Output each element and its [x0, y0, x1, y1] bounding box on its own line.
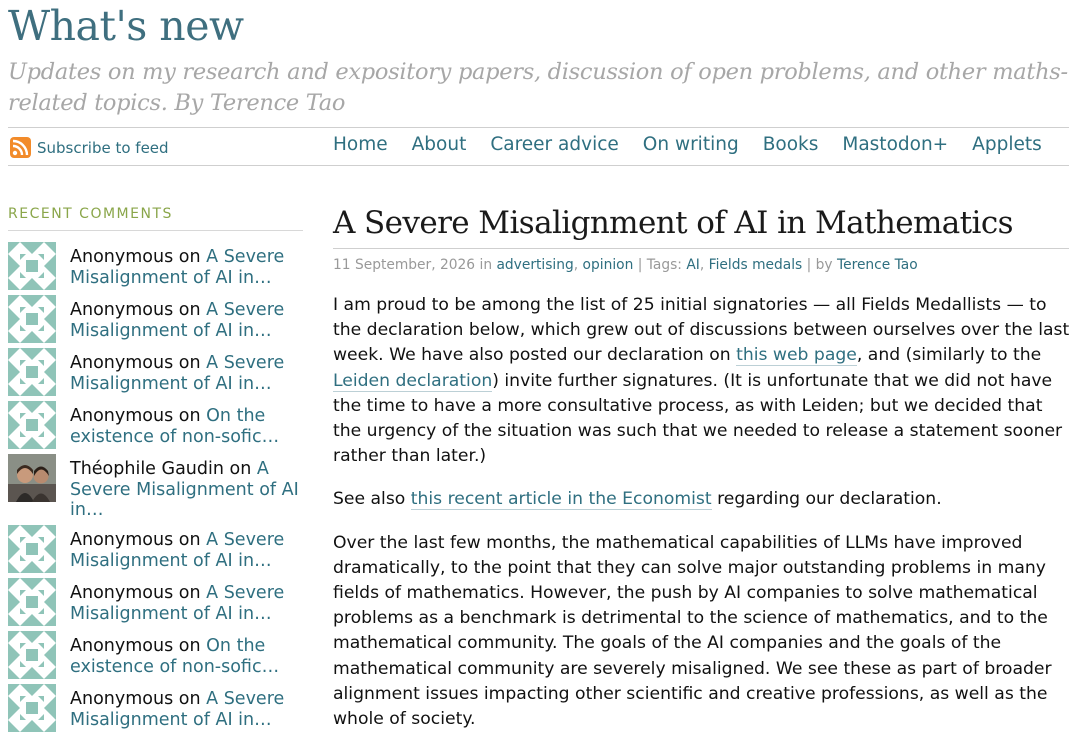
paragraph-text: regarding our declaration. — [711, 489, 942, 510]
comment-post-link[interactable]: A Severe Misalignment of AI in… — [70, 459, 299, 520]
comment-post-link[interactable]: A Severe Misalignment of AI in… — [70, 583, 285, 624]
identicon-avatar[interactable] — [8, 631, 56, 679]
comment-author[interactable]: Anonymous — [70, 406, 174, 426]
comment-item — [8, 401, 308, 454]
author-link[interactable]: Terence Tao — [837, 257, 918, 273]
comment-post-link[interactable]: A Severe Misalignment of AI in… — [70, 353, 285, 394]
nav-home[interactable]: Home — [333, 134, 388, 155]
comment-on-label: on — [178, 583, 201, 603]
nav-about[interactable]: About — [411, 134, 467, 155]
comment-post-link[interactable]: A Severe Misalignment of AI in… — [70, 530, 285, 571]
comment-author[interactable]: Anonymous — [70, 583, 174, 603]
comment-author[interactable]: Anonymous — [70, 353, 174, 373]
paragraph: Over the last few months, the mathematical capabilities of LLMs have improved dramatically, to the point that they can solve major outstanding problems in many fields of mathematics. However, the push by AI companies to solve mathematical problems as a benchmark is detrimental to the science of mathematics, and to the mathematical community. The goals of the AI companies and the goals of the mathematical community are severely misaligned. We see these as part of broader alignment issues impacting other scientific and creative professions, as well as the whole of society. — [333, 532, 1052, 730]
identicon-avatar[interactable] — [8, 348, 56, 396]
divider — [8, 165, 1069, 166]
comment-item — [8, 454, 308, 525]
paragraph-text: I am proud to be among the list of 25 initial signatories — all Fields Medallists — to the declaration below, which grew out of discussions between ourselves over the last week. We have also posted our declaration on — [333, 295, 1070, 366]
comment-on-label: on — [178, 636, 201, 656]
site-title[interactable]: What's new — [8, 2, 244, 50]
post-meta: 11 September, 2026 in advertising, opinion | Tags: AI, Fields medals | by Terence Tao — [333, 257, 918, 273]
subscribe-link[interactable] — [10, 137, 169, 158]
paragraph-text: See also — [333, 489, 411, 510]
post-date: 11 September, 2026 — [333, 257, 476, 273]
comment-post-link[interactable]: A Severe Misalignment of AI in… — [70, 689, 285, 730]
by-label: | by — [806, 257, 833, 273]
comment-on-label: on — [229, 459, 252, 479]
comment-on-label: on — [178, 406, 201, 426]
comment-item — [8, 348, 308, 401]
paragraph-text: , and (similarly to the — [856, 345, 1042, 366]
paragraph-text: ) invite further signatures. (It is unfortunate that we did not have the time to have a more consultative process, as with Leiden; but we decided that the urgency of the situation was such that we needed to release a statement sooner rather than later.) — [333, 370, 1063, 467]
comment-item — [8, 242, 308, 295]
comment-post-link[interactable]: On the existence of non-sofic… — [70, 406, 280, 447]
economist-article-link[interactable]: this recent article in the Economist — [410, 489, 712, 510]
comment-post-link[interactable]: A Severe Misalignment of AI in… — [70, 247, 285, 288]
divider — [333, 248, 1069, 249]
identicon-avatar[interactable] — [8, 578, 56, 626]
comment-on-label: on — [178, 689, 201, 709]
paragraph — [333, 487, 1073, 512]
identicon-avatar[interactable] — [8, 401, 56, 449]
comment-author[interactable]: Anonymous — [70, 689, 174, 709]
comment-item — [8, 684, 308, 737]
comment-on-label: on — [178, 247, 201, 267]
leiden-declaration-link[interactable]: Leiden declaration — [333, 370, 493, 391]
identicon-avatar[interactable] — [8, 525, 56, 573]
rss-icon — [10, 137, 31, 158]
recent-comments-list — [8, 242, 308, 737]
recent-comments-heading: RECENT COMMENTS — [8, 206, 173, 222]
nav-mastodon[interactable]: Mastodon+ — [842, 134, 949, 155]
category-link-advertising[interactable]: advertising — [496, 257, 574, 273]
user-photo-avatar[interactable] — [8, 454, 56, 502]
this-web-page-link[interactable]: this web page — [736, 345, 857, 366]
comment-author[interactable]: Théophile Gaudin — [70, 459, 224, 479]
category-link-opinion[interactable]: opinion — [582, 257, 634, 273]
identicon-avatar[interactable] — [8, 295, 56, 343]
nav-on-writing[interactable]: On writing — [642, 134, 739, 155]
nav-books[interactable]: Books — [762, 134, 819, 155]
comment-author[interactable]: Anonymous — [70, 636, 174, 656]
comment-author[interactable]: Anonymous — [70, 247, 174, 267]
tags-label: | Tags: — [637, 257, 682, 273]
identicon-avatar[interactable] — [8, 242, 56, 290]
comment-author[interactable]: Anonymous — [70, 300, 174, 320]
comment-author[interactable]: Anonymous — [70, 530, 174, 550]
comment-on-label: on — [178, 300, 201, 320]
post-title[interactable]: A Severe Misalignment of AI in Mathematics — [333, 205, 1013, 241]
comment-item — [8, 578, 308, 631]
paragraph — [333, 293, 1073, 469]
meta-in-label: in — [479, 257, 493, 273]
main-nav — [333, 134, 1042, 155]
subscribe-label[interactable]: Subscribe to feed — [37, 138, 169, 157]
nav-applets[interactable]: Applets — [972, 134, 1042, 155]
comment-item — [8, 295, 308, 348]
comment-post-link[interactable]: A Severe Misalignment of AI in… — [70, 300, 285, 341]
identicon-avatar[interactable] — [8, 684, 56, 732]
nav-career-advice[interactable]: Career advice — [490, 134, 619, 155]
comment-on-label: on — [178, 353, 201, 373]
divider — [8, 127, 1069, 128]
tag-link-fields-medals[interactable]: Fields medals — [708, 257, 803, 273]
comment-item — [8, 525, 308, 578]
comment-post-link[interactable]: On the existence of non-sofic… — [70, 636, 280, 677]
site-description: Updates on my research and expository papers, discussion of open problems, and other maths-related topics. By Terence Tao — [8, 59, 1068, 116]
comment-item — [8, 631, 308, 684]
tag-link-ai[interactable]: AI — [686, 257, 700, 273]
divider — [8, 230, 303, 231]
comment-on-label: on — [178, 530, 201, 550]
post-content — [333, 293, 1073, 750]
